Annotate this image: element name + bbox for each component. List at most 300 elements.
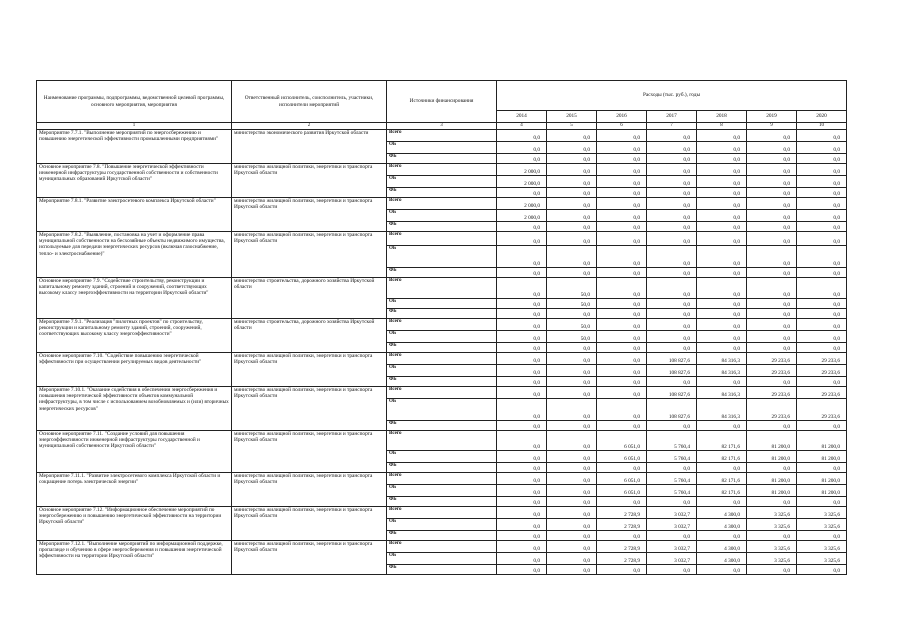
amount-cell: 3 325,6 [747,553,797,565]
amount-cell: 0,0 [597,343,647,353]
funding-source-cell: ФБ [387,421,497,431]
amount-cell: 0,0 [747,176,797,188]
amount-cell: 3 032,7 [647,507,697,519]
header-year: 2016 [597,111,647,123]
funding-source-cell: ФБ [387,531,497,541]
column-index: 4 [497,123,547,130]
amount-cell: 0,0 [497,387,547,399]
amount-cell: 0,0 [547,353,597,365]
column-index-row [37,123,847,130]
amount-cell: 0,0 [747,246,797,268]
amount-cell: 0,0 [547,246,597,268]
amount-cell: 2 000,0 [497,176,547,188]
amount-cell: 0,0 [697,497,747,507]
amount-cell: 0,0 [547,164,597,176]
amount-cell: 0,0 [647,176,697,188]
table-row [37,353,847,365]
amount-cell: 29 233,6 [797,387,847,399]
amount-cell: 0,0 [747,222,797,232]
amount-cell: 0,0 [797,421,847,431]
column-index: 5 [547,123,597,130]
column-index: 9 [747,123,797,130]
amount-cell: 0,0 [547,176,597,188]
funding-source-cell: ФБ [387,309,497,319]
amount-cell: 0,0 [797,246,847,268]
funding-source-cell: ФБ [387,565,497,575]
amount-cell: 2 728,9 [597,553,647,565]
header-year: 2017 [647,111,697,123]
amount-cell: 0,0 [647,331,697,343]
amount-cell: 0,0 [747,232,797,246]
funding-source-cell: ФБ [387,463,497,473]
budget-table-sheet [36,80,846,575]
amount-cell: 0,0 [597,365,647,377]
amount-cell: 0,0 [747,421,797,431]
amount-cell: 0,0 [547,130,597,142]
executor-cell: министерство экономического развития Иркутской области [232,130,387,164]
amount-cell: 108 827,6 [647,387,697,399]
amount-cell: 84 316,3 [697,387,747,399]
funding-source-cell: Всего [387,353,497,365]
table-row [37,507,847,519]
amount-cell: 0,0 [597,421,647,431]
amount-cell: 0,0 [647,299,697,309]
executor-cell: министерство жилищной политики, энергетики и транспорта Иркутской области [232,164,387,198]
funding-source-cell: ОБ [387,299,497,309]
amount-cell: 0,0 [747,343,797,353]
header-expenses-cell: Расходы (тыс. руб.), годы [497,81,847,111]
amount-cell: 81 200,0 [797,485,847,497]
amount-cell: 0,0 [747,188,797,198]
funding-source-cell: ФБ [387,377,497,387]
amount-cell: 0,0 [647,463,697,473]
funding-source-cell: Всего [387,541,497,553]
amount-cell: 0,0 [497,485,547,497]
amount-cell: 0,0 [647,421,697,431]
amount-cell: 0,0 [547,451,597,463]
amount-cell: 0,0 [497,431,547,451]
amount-cell: 0,0 [597,331,647,343]
amount-cell: 0,0 [697,210,747,222]
amount-cell: 0,0 [597,353,647,365]
program-name-cell: Мероприятие 7.8.2. "Выявление, постановка на учет и оформление права муниципальной собственности на бесхозяйные объекты недвижимого имущества, используемые для передачи энергетических ресурсов (включая газоснабжение, тепло- и электроснабжение)" [37,232,232,278]
amount-cell: 0,0 [597,130,647,142]
amount-cell: 2 728,9 [597,507,647,519]
amount-cell: 0,0 [497,222,547,232]
amount-cell: 0,0 [647,246,697,268]
funding-source-cell: Всего [387,507,497,519]
amount-cell: 81 200,0 [797,451,847,463]
amount-cell: 84 316,3 [697,399,747,421]
amount-cell: 0,0 [597,377,647,387]
program-name-cell: Мероприятие 7.8.1. "Развитие электросетевого комплекса Иркутской области" [37,198,232,232]
amount-cell: 0,0 [547,421,597,431]
amount-cell: 0,0 [547,387,597,399]
amount-cell: 29 233,6 [747,365,797,377]
funding-source-cell: Всего [387,232,497,246]
amount-cell: 0,0 [647,268,697,278]
amount-cell: 0,0 [747,278,797,299]
amount-cell: 0,0 [597,463,647,473]
amount-cell: 82 171,6 [697,451,747,463]
amount-cell: 0,0 [547,399,597,421]
header-executor-cell: Ответственный исполнитель, соисполнитель, участники, исполнители мероприятий [232,81,387,123]
funding-source-cell: ОБ [387,519,497,531]
amount-cell: 0,0 [497,232,547,246]
program-name-cell: Основное мероприятие 7.8. "Повышение энергетической эффективности инженерной инфраструктуры государственной собственности и собственности муниципальных образований Иркутской области" [37,164,232,198]
amount-cell: 82 171,6 [697,473,747,485]
amount-cell: 0,0 [647,343,697,353]
amount-cell: 0,0 [797,531,847,541]
program-name-cell: Основное мероприятие 7.9. "Содействие строительству, реконструкции и капитальному ремонту зданий, строений и сооружений, соответствующих высокому классу энергоэффективности на территории Иркутской области" [37,278,232,319]
amount-cell: 0,0 [497,130,547,142]
executor-cell: министерство жилищной политики, энергетики и транспорта Иркутской области [232,507,387,541]
amount-cell: 0,0 [597,246,647,268]
amount-cell: 0,0 [697,164,747,176]
amount-cell: 0,0 [597,188,647,198]
funding-source-cell: Всего [387,130,497,142]
program-name-cell: Мероприятие 7.11.1. "Развитие электросетевого комплекса Иркутской области и сокращение потерь электрической энергии" [37,473,232,507]
amount-cell: 0,0 [547,565,597,575]
table-row [37,130,847,142]
amount-cell: 3 325,6 [797,553,847,565]
amount-cell: 82 171,6 [697,485,747,497]
amount-cell: 4 300,0 [697,541,747,553]
amount-cell: 0,0 [497,421,547,431]
amount-cell: 0,0 [697,421,747,431]
table-body [37,130,847,575]
amount-cell: 0,0 [647,198,697,210]
amount-cell: 0,0 [497,142,547,154]
amount-cell: 0,0 [747,142,797,154]
amount-cell: 81 200,0 [747,431,797,451]
amount-cell: 0,0 [647,278,697,299]
table-row [37,278,847,299]
amount-cell: 0,0 [797,497,847,507]
executor-cell: министерство строительства, дорожного хозяйства Иркутской области [232,319,387,353]
funding-source-cell: Всего [387,319,497,331]
amount-cell: 0,0 [547,188,597,198]
amount-cell: 0,0 [547,309,597,319]
amount-cell: 0,0 [497,343,547,353]
funding-source-cell: ФБ [387,154,497,164]
header-year: 2015 [547,111,597,123]
amount-cell: 0,0 [547,473,597,485]
funding-source-cell: Всего [387,473,497,485]
funding-source-cell: ОБ [387,451,497,463]
funding-source-cell: ОБ [387,553,497,565]
funding-source-cell: Всего [387,278,497,299]
amount-cell: 0,0 [797,268,847,278]
amount-cell: 0,0 [797,130,847,142]
amount-cell: 50,0 [547,331,597,343]
amount-cell: 0,0 [797,299,847,309]
amount-cell: 0,0 [547,268,597,278]
amount-cell: 0,0 [547,497,597,507]
amount-cell: 0,0 [547,531,597,541]
amount-cell: 0,0 [547,198,597,210]
program-name-cell: Мероприятие 7.10.1. "Оказание содействия в обеспечении энергосбережения и повышения энергетической эффективности объектов коммунальной инфраструктуры, в том числе с использованием возобновляемых и (или) вторичных энергетических ресурсов" [37,387,232,431]
amount-cell: 0,0 [597,387,647,399]
amount-cell: 0,0 [697,343,747,353]
amount-cell: 0,0 [747,130,797,142]
amount-cell: 0,0 [497,188,547,198]
amount-cell: 0,0 [497,399,547,421]
amount-cell: 0,0 [797,210,847,222]
amount-cell: 0,0 [797,188,847,198]
amount-cell: 3 325,6 [797,507,847,519]
amount-cell: 0,0 [797,176,847,188]
table-row [37,387,847,399]
amount-cell: 3 325,6 [797,541,847,553]
amount-cell: 2 728,9 [597,541,647,553]
header-year: 2019 [747,111,797,123]
amount-cell: 0,0 [797,222,847,232]
header-year: 2018 [697,111,747,123]
amount-cell: 0,0 [547,463,597,473]
amount-cell: 0,0 [597,176,647,188]
amount-cell: 0,0 [647,154,697,164]
amount-cell: 0,0 [497,473,547,485]
amount-cell: 0,0 [497,365,547,377]
amount-cell: 108 827,6 [647,365,697,377]
amount-cell: 29 233,6 [797,365,847,377]
amount-cell: 0,0 [697,278,747,299]
program-name-cell: Основное мероприятие 7.11. "Создание условий для повышения энергоэффективности инженерной инфраструктуры государственной и муниципальной собственности Иркутской области" [37,431,232,473]
amount-cell: 0,0 [547,210,597,222]
table-row [37,198,847,210]
amount-cell: 0,0 [597,565,647,575]
amount-cell: 0,0 [497,278,547,299]
amount-cell: 0,0 [697,319,747,331]
amount-cell: 5 760,4 [647,451,697,463]
amount-cell: 0,0 [797,377,847,387]
amount-cell: 0,0 [697,222,747,232]
amount-cell: 29 233,6 [747,353,797,365]
table-row [37,232,847,246]
amount-cell: 0,0 [697,130,747,142]
funding-source-cell: ОБ [387,210,497,222]
amount-cell: 0,0 [597,497,647,507]
amount-cell: 0,0 [497,299,547,309]
amount-cell: 0,0 [697,198,747,210]
amount-cell: 0,0 [547,232,597,246]
amount-cell: 0,0 [747,565,797,575]
amount-cell: 5 760,4 [647,473,697,485]
amount-cell: 84 316,3 [697,365,747,377]
amount-cell: 0,0 [497,154,547,164]
amount-cell: 3 325,6 [747,541,797,553]
amount-cell: 0,0 [597,198,647,210]
amount-cell: 4 300,0 [697,553,747,565]
amount-cell: 0,0 [747,210,797,222]
table-row [37,431,847,451]
column-index: 6 [597,123,647,130]
amount-cell: 0,0 [797,232,847,246]
amount-cell: 0,0 [597,154,647,164]
amount-cell: 0,0 [697,299,747,309]
amount-cell: 0,0 [647,210,697,222]
amount-cell: 0,0 [497,309,547,319]
amount-cell: 0,0 [797,463,847,473]
amount-cell: 0,0 [597,268,647,278]
column-index: 10 [797,123,847,130]
amount-cell: 0,0 [597,319,647,331]
amount-cell: 0,0 [747,531,797,541]
amount-cell: 0,0 [747,463,797,473]
header-source-cell: Источники финансирования [387,81,497,123]
table-row [37,541,847,553]
header-year: 2014 [497,111,547,123]
amount-cell: 108 827,6 [647,353,697,365]
amount-cell: 81 200,0 [747,451,797,463]
amount-cell: 0,0 [797,319,847,331]
amount-cell: 0,0 [497,497,547,507]
amount-cell: 0,0 [747,377,797,387]
executor-cell: министерство жилищной политики, энергетики и транспорта Иркутской области [232,431,387,473]
column-index: 1 [37,123,232,130]
amount-cell: 0,0 [547,222,597,232]
amount-cell: 0,0 [747,198,797,210]
amount-cell: 50,0 [547,278,597,299]
amount-cell: 0,0 [497,531,547,541]
amount-cell: 0,0 [647,531,697,541]
amount-cell: 0,0 [497,507,547,519]
amount-cell: 0,0 [647,377,697,387]
amount-cell: 0,0 [547,142,597,154]
amount-cell: 0,0 [797,309,847,319]
amount-cell: 6 051,0 [597,473,647,485]
amount-cell: 0,0 [647,142,697,154]
amount-cell: 0,0 [497,451,547,463]
amount-cell: 0,0 [797,343,847,353]
amount-cell: 0,0 [547,365,597,377]
amount-cell: 6 051,0 [597,485,647,497]
amount-cell: 0,0 [647,319,697,331]
amount-cell: 0,0 [597,210,647,222]
amount-cell: 2 728,9 [597,519,647,531]
amount-cell: 29 233,6 [747,387,797,399]
amount-cell: 0,0 [497,565,547,575]
funding-source-cell: ФБ [387,497,497,507]
amount-cell: 6 051,0 [597,451,647,463]
amount-cell: 81 200,0 [747,485,797,497]
table-row [37,319,847,331]
amount-cell: 0,0 [647,164,697,176]
funding-source-cell: Всего [387,198,497,210]
amount-cell: 0,0 [747,331,797,343]
amount-cell: 108 827,6 [647,399,697,421]
amount-cell: 0,0 [497,541,547,553]
funding-source-cell: ФБ [387,188,497,198]
amount-cell: 0,0 [697,176,747,188]
amount-cell: 0,0 [497,377,547,387]
amount-cell: 0,0 [597,222,647,232]
program-name-cell: Мероприятие 7.9.1. "Реализация "пилотных проектов" по строительству, реконструкции и капитальному ремонту зданий, строений, сооружений, соответствующих высокому классу энергоэффективности" [37,319,232,353]
amount-cell: 0,0 [697,246,747,268]
amount-cell: 0,0 [747,154,797,164]
program-name-cell: Мероприятие 7.7.1. "Выполнение мероприятий по энергосбережению и повышению энергетической эффективности промышленными предприятиями" [37,130,232,164]
amount-cell: 0,0 [747,299,797,309]
funding-source-cell: ФБ [387,222,497,232]
funding-source-cell: ОБ [387,399,497,421]
amount-cell: 0,0 [697,309,747,319]
amount-cell: 0,0 [497,319,547,331]
column-index: 3 [387,123,497,130]
amount-cell: 0,0 [647,309,697,319]
amount-cell: 29 233,6 [797,399,847,421]
funding-source-cell: ОБ [387,176,497,188]
amount-cell: 0,0 [697,377,747,387]
amount-cell: 0,0 [797,278,847,299]
table-row [37,164,847,176]
amount-cell: 0,0 [497,331,547,343]
amount-cell: 0,0 [597,309,647,319]
program-name-cell: Мероприятие 7.12.1. "Выполнение мероприятий по информационной поддержке, пропаганде и обучению в сфере энергосбережения и повышения энергетической эффективности на территории Иркутской области" [37,541,232,575]
funding-source-cell: ОБ [387,331,497,343]
amount-cell: 0,0 [547,343,597,353]
funding-source-cell: Всего [387,431,497,451]
amount-cell: 3 325,6 [747,519,797,531]
amount-cell: 0,0 [497,463,547,473]
amount-cell: 0,0 [697,463,747,473]
amount-cell: 50,0 [547,299,597,309]
amount-cell: 0,0 [797,331,847,343]
amount-cell: 0,0 [497,268,547,278]
funding-source-cell: ОБ [387,246,497,268]
amount-cell: 3 032,7 [647,541,697,553]
amount-cell: 0,0 [647,222,697,232]
funding-source-cell: ФБ [387,268,497,278]
executor-cell: министерство строительства, дорожного хозяйства Иркутской области [232,278,387,319]
amount-cell: 0,0 [697,531,747,541]
amount-cell: 0,0 [797,142,847,154]
amount-cell: 5 760,4 [647,431,697,451]
executor-cell: министерство жилищной политики, энергетики и транспорта Иркутской области [232,353,387,387]
amount-cell: 0,0 [547,553,597,565]
amount-cell: 0,0 [597,142,647,154]
amount-cell: 0,0 [647,232,697,246]
amount-cell: 0,0 [647,188,697,198]
executor-cell: министерство жилищной политики, энергетики и транспорта Иркутской области [232,541,387,575]
expenses-table [36,80,847,575]
amount-cell: 0,0 [697,331,747,343]
amount-cell: 5 760,4 [647,485,697,497]
amount-cell: 0,0 [597,399,647,421]
amount-cell: 84 316,3 [697,353,747,365]
amount-cell: 0,0 [547,154,597,164]
amount-cell: 0,0 [647,565,697,575]
amount-cell: 0,0 [747,497,797,507]
amount-cell: 0,0 [547,507,597,519]
amount-cell: 0,0 [797,565,847,575]
column-index: 2 [232,123,387,130]
table-row [37,473,847,485]
amount-cell: 0,0 [547,377,597,387]
amount-cell: 29 233,6 [747,399,797,421]
header-year: 2020 [797,111,847,123]
amount-cell: 50,0 [547,319,597,331]
funding-source-cell: ОБ [387,485,497,497]
amount-cell: 3 032,7 [647,519,697,531]
amount-cell: 3 032,7 [647,553,697,565]
amount-cell: 0,0 [547,431,597,451]
amount-cell: 0,0 [697,268,747,278]
funding-source-cell: ОБ [387,365,497,377]
amount-cell: 0,0 [797,164,847,176]
amount-cell: 0,0 [597,164,647,176]
amount-cell: 0,0 [597,531,647,541]
